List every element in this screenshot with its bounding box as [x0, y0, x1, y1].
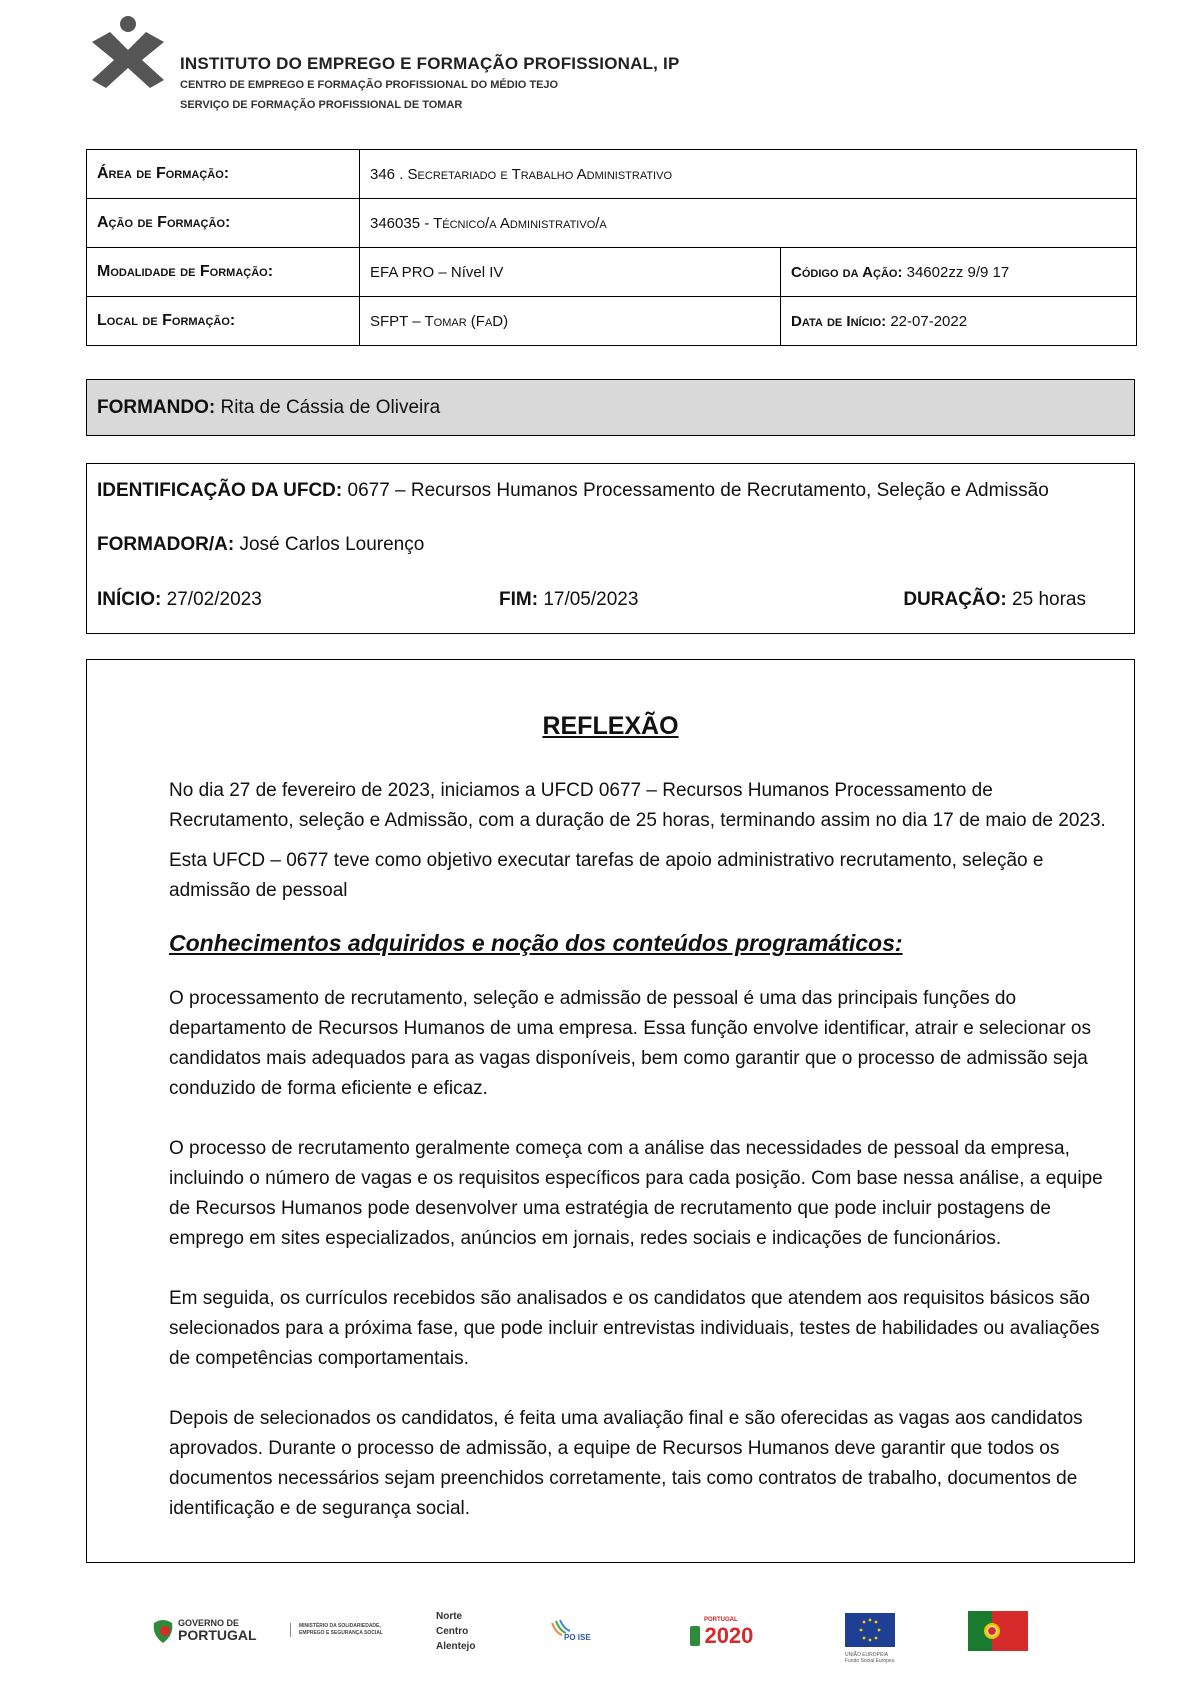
codigo-cell — [781, 248, 1137, 297]
data-cell — [781, 297, 1137, 346]
norte-centro-alentejo-logo — [436, 1609, 475, 1654]
formando-label: FORMANDO: — [97, 396, 216, 418]
modalidade-value: EFA PRO – Nível IV — [360, 248, 781, 297]
fim-value: 17/05/2023 — [543, 589, 639, 610]
duracao-row — [903, 589, 1086, 611]
reflection-title: REFLEXÃO — [542, 712, 679, 740]
area-value: 346 . Secretariado e Trabalho Administrativo — [360, 150, 1137, 199]
portugal-2020-logo — [690, 1617, 753, 1649]
eu-flag-icon — [845, 1613, 895, 1647]
formando-box — [86, 379, 1135, 436]
area-label: Área de Formação: — [87, 150, 360, 199]
portugal-flag-logo — [968, 1611, 1028, 1656]
paragraph: O processo de recrutamento geralmente começa com a análise das necessidades de pessoal da empresa, incluindo o número de vagas e os requisitos específicos para cada posição. Com base nessa análise, a equipe de Recursos Humanos pode desenvolver uma estratégia de recrutamento que pode incluir postagens de emprego em sites especializados, anúncios em jornais, redes sociais e indicações de funcionários. — [169, 1138, 1103, 1249]
poise-label: PO ISE — [564, 1633, 591, 1642]
p2020-label: 2020 — [704, 1623, 754, 1648]
formador-label: FORMADOR/A: — [97, 534, 235, 555]
eu-logo — [845, 1613, 895, 1664]
formador-value: José Carlos Lourenço — [239, 534, 425, 555]
poise-logo — [548, 1619, 598, 1654]
data-label: Data de Início: — [791, 312, 887, 330]
paragraph: O processamento de recrutamento, seleção e admissão de pessoal é uma das principais funções do departamento de Recursos Humanos de uma empresa. Essa função envolve identificar, atrair e selecionar os candidatos mais adequados para as vagas disponíveis, bem como garantir que o processo de admissão seja conduzido de forma eficiente e eficaz. — [169, 988, 1091, 1099]
gov-line1: GOVERNO DE — [178, 1618, 240, 1628]
codigo-value: 34602zz 9/9 17 — [906, 263, 1010, 281]
p2020-flag-icon — [690, 1626, 700, 1646]
center-name: CENTRO DE EMPREGO E FORMAÇÃO PROFISSIONAL DO MÉDIO TEJO — [180, 79, 559, 91]
header — [88, 14, 788, 114]
paragraph: No dia 27 de fevereiro de 2023, iniciamos a UFCD 0677 – Recursos Humanos Processamento de Recrutamento, seleção e Admissão, com a duração de 25 horas, terminando assim no dia 17 de maio de 2023. — [169, 780, 1106, 831]
iefp-logo — [88, 14, 168, 89]
reflection-body — [169, 776, 1122, 1534]
region-norte: Norte — [436, 1611, 463, 1622]
eu-line2: Fundo Social Europeu — [845, 1658, 895, 1664]
institution-name: INSTITUTO DO EMPREGO E FORMAÇÃO PROFISSIONAL, IP — [180, 54, 680, 73]
p2020-small: PORTUGAL — [704, 1617, 738, 1623]
formando-value: Rita de Cássia de Oliveira — [220, 396, 441, 418]
portugal-shield-icon — [152, 1619, 174, 1645]
data-value: 22-07-2022 — [890, 312, 968, 330]
reflection-box — [86, 659, 1135, 1563]
gov-line2: PORTUGAL — [178, 1627, 257, 1643]
paragraph: Em seguida, os currículos recebidos são analisados e os candidatos que atendem aos requisitos básicos são selecionados para a próxima fase, que pode incluir entrevistas individuais, testes de habilidades ou avaliações de competências comportamentais. — [169, 1288, 1100, 1369]
local-value: SFPT – Tomar (FaD) — [360, 297, 781, 346]
table-row — [87, 248, 1137, 297]
inicio-value: 27/02/2023 — [166, 589, 262, 610]
eu-line1: UNIÃO EUROPEIA — [845, 1652, 889, 1658]
duracao-label: DURAÇÃO: — [903, 589, 1007, 610]
section-subtitle: Conhecimentos adquiridos e noção dos conteúdos programáticos: — [169, 930, 903, 956]
ufcd-id-value: 0677 – Recursos Humanos Processamento de Recrutamento, Seleção e Admissão — [347, 480, 1049, 501]
paragraph: Esta UFCD – 0677 teve como objetivo executar tarefas de apoio administrativo recrutamento, seleção e admissão de pessoal — [169, 850, 1044, 901]
acao-value: 346035 - Técnico/a Administrativo/a — [360, 199, 1137, 248]
fim-row — [499, 589, 638, 611]
ufcd-id-row — [97, 480, 1049, 502]
acao-label: Ação de Formação: — [87, 199, 360, 248]
ministry-name: MINISTÉRIO DA SOLIDARIEDADE, EMPREGO E SEGURANÇA SOCIAL — [290, 1623, 394, 1637]
footer-logos — [0, 1605, 1200, 1665]
ufcd-box — [86, 463, 1135, 634]
ufcd-id-label: IDENTIFICAÇÃO DA UFCD: — [97, 480, 343, 501]
region-alentejo: Alentejo — [436, 1641, 476, 1652]
inicio-row — [97, 589, 262, 611]
governo-portugal-logo — [178, 1617, 383, 1643]
local-label: Local de Formação: — [87, 297, 360, 346]
duracao-value: 25 horas — [1012, 589, 1086, 610]
course-info-table — [86, 149, 1137, 346]
paragraph: Depois de selecionados os candidatos, é feita uma avaliação final e são oferecidas as vagas aos candidatos aprovados. Durante o processo de admissão, a equipe de Recursos Humanos deve garantir que todos os documentos necessários sejam preenchidos corretamente, tais como contratos de trabalho, documentos de identificação e de segurança social. — [169, 1408, 1083, 1519]
service-name: SERVIÇO DE FORMAÇÃO PROFISSIONAL DE TOMAR — [180, 99, 463, 111]
table-row — [87, 199, 1137, 248]
codigo-label: Código da Ação: — [791, 263, 903, 281]
modalidade-label: Modalidade de Formação: — [87, 248, 360, 297]
formador-row — [97, 534, 424, 556]
fim-label: FIM: — [499, 589, 539, 610]
table-row — [87, 297, 1137, 346]
inicio-label: INÍCIO: — [97, 589, 162, 610]
table-row — [87, 150, 1137, 199]
portugal-flag-icon — [968, 1611, 1028, 1651]
region-centro: Centro — [436, 1626, 469, 1637]
